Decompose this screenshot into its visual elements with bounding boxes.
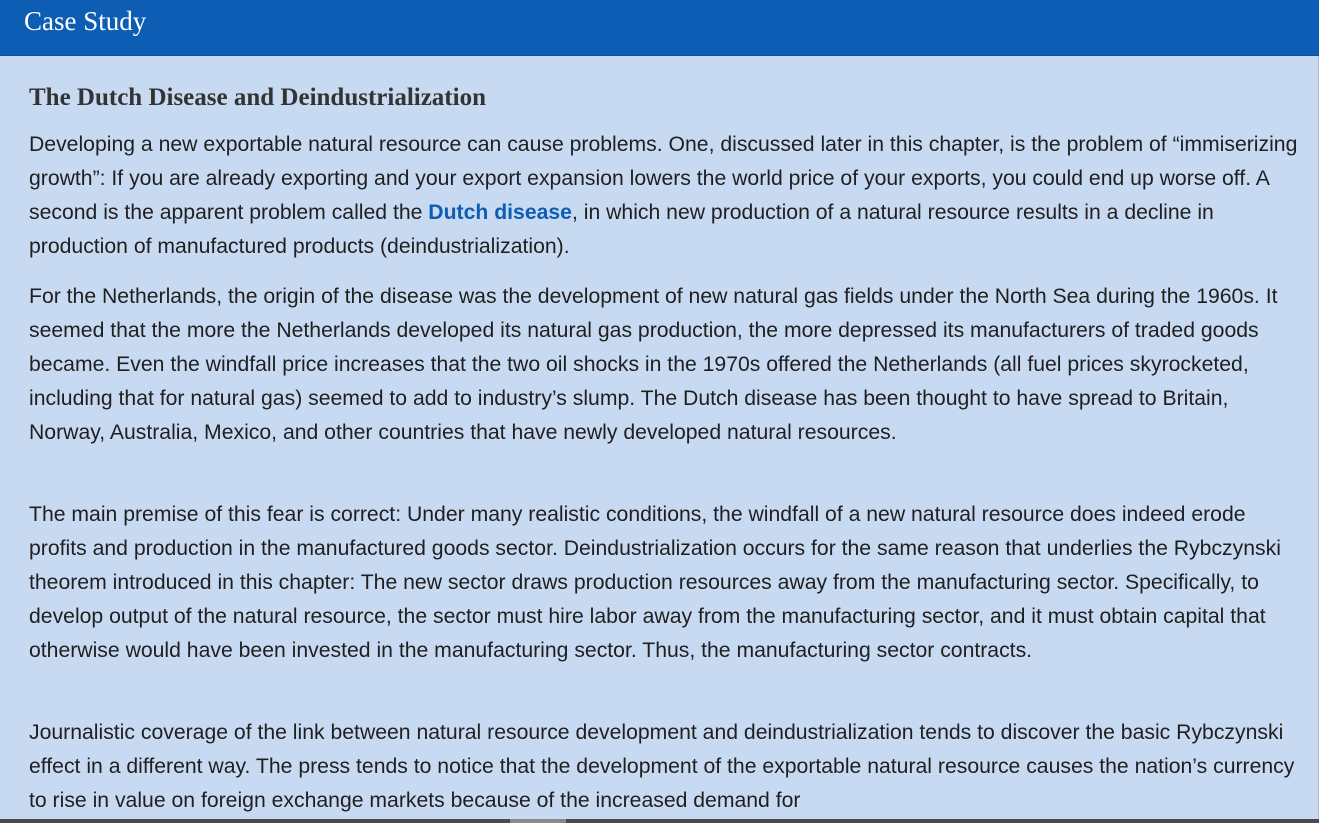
paragraph-3: The main premise of this fear is correct: Under many realistic conditions, the windfall of a new natural resource does indeed erode profits and production in the manufactured goods sector. Deindustrialization occurs for the same reason that underlies the Rybczynski theorem introduced in this chapter: The new sector draws production resources away from the manufacturing sector. Specifically, to develop output of the natural resource, the sector must hire labor away from the manufacturing sector, and it must obtain capital that otherwise would have been invested in the manufacturing sector. Thus, the manufacturing sector contracts.: [29, 503, 1281, 662]
paragraph-2: For the Netherlands, the origin of the disease was the development of new natural gas fields under the North Sea during the 1960s. It seemed that the more the Netherlands developed its natural gas production, the more depressed its manufacturers of traded goods became. Even the windfall price increases that the two oil shocks in the 1970s offered the Netherlands (all fuel prices skyrocketed, including that for natural gas) seemed to add to industry’s slump. The Dutch disease has been thought to have spread to Britain, Norway, Australia, Mexico, and other countries that have newly developed natural resources.: [29, 285, 1278, 444]
case-study-body: [0, 56, 1319, 823]
dutch-disease-term-link[interactable]: Dutch disease: [428, 201, 572, 224]
case-study-header: [0, 0, 1319, 56]
paragraph-1-text-before: Developing a new exportable natural resource can cause problems. One, discussed later in this chapter, is the problem of “immiserizing growth”: If you are already exporting and your export expansion lowers the world price of your exports, you could end up worse off. A second is the apparent problem called the: [29, 133, 1298, 224]
paragraph-4: Journalistic coverage of the link between natural resource development and deindustrialization tends to discover the basic Rybczynski effect in a different way. The press tends to notice that the development of the exportable natural resource causes the nation’s currency to rise in value on foreign exchange markets because of the increased demand for: [29, 721, 1295, 812]
horizontal-scrollbar-track[interactable]: [0, 819, 1319, 823]
header-title: Case Study: [24, 6, 147, 36]
paragraph-1: [29, 128, 1301, 264]
paragraph-1-text-after: , in which new production of a natural resource results in a decline in production of manufactured products (deindustrialization).: [29, 201, 1214, 258]
article-title: The Dutch Disease and Deindustrialization: [29, 84, 486, 111]
horizontal-scrollbar-thumb[interactable]: [510, 819, 566, 823]
